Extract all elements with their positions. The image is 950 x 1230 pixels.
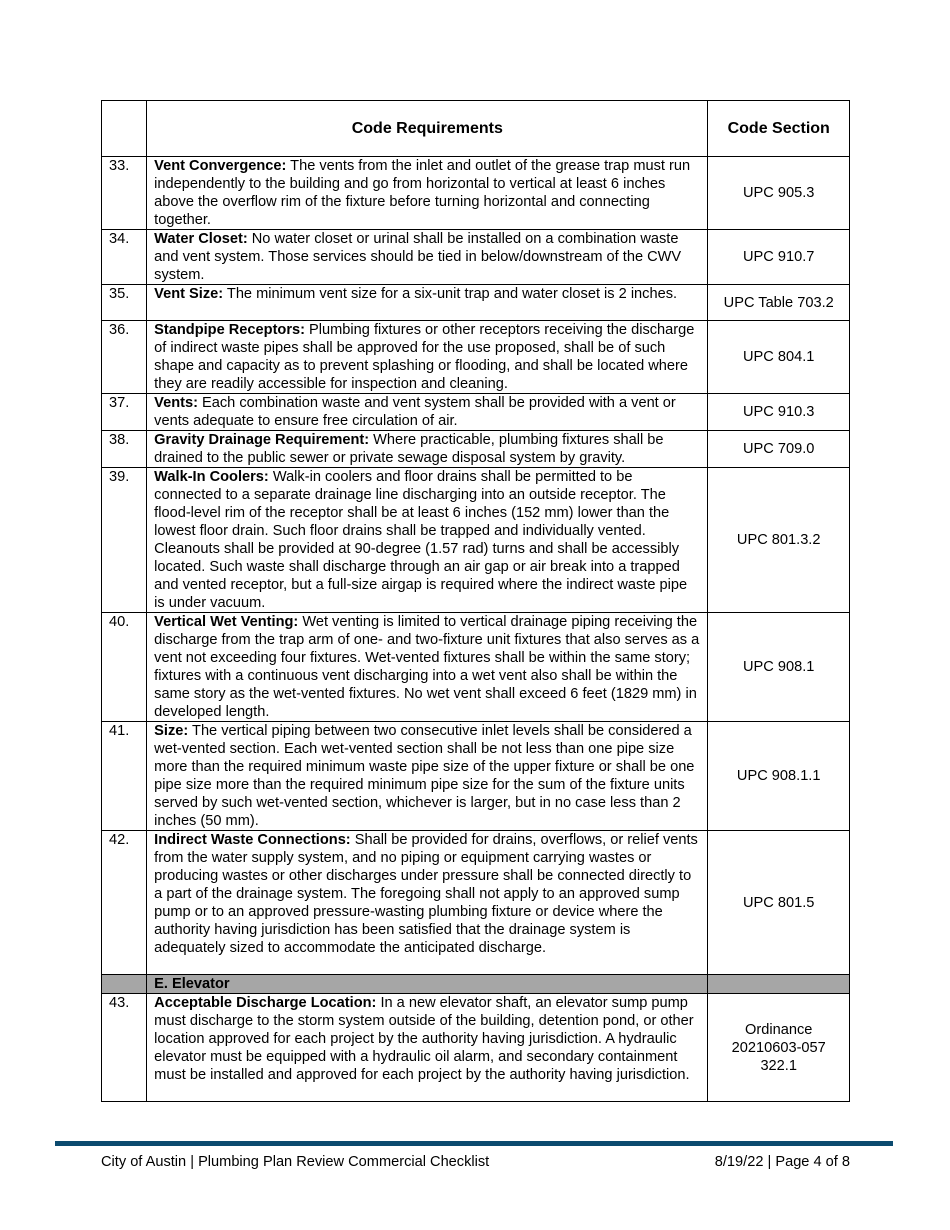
row-number: 37. <box>102 394 147 431</box>
table-row <box>102 613 850 722</box>
row-requirement <box>147 157 708 230</box>
footer-rule <box>55 1141 893 1146</box>
requirement-title: Water Closet: <box>154 231 248 247</box>
requirement-text: Wet venting is limited to vertical drainage piping receiving the discharge from the trap arm of one- and two-fixture unit fixtures that also serves as a vent not exceeding four fixtures. Wet-vented fixtures shall be within the same story; fixtures with a continuous vent discharging into a wet vent also shall be within the same story as the wet-vented fixtures. No wet vent shall exceed 6 feet (1829 mm) in developed length. <box>154 614 700 720</box>
row-number: 34. <box>102 230 147 285</box>
row-code-section: UPC 801.5 <box>708 831 850 975</box>
row-requirement <box>147 321 708 394</box>
requirement-title: Vent Convergence: <box>154 158 287 174</box>
row-number: 40. <box>102 613 147 722</box>
table-row <box>102 157 850 230</box>
table-row <box>102 394 850 431</box>
requirement-text: Each combination waste and vent system shall be provided with a vent or vents adequate to ensure free circulation of air. <box>154 395 676 429</box>
requirement-text: The vertical piping between two consecutive inlet levels shall be considered a wet-vented section. Each wet-vented section shall be not less than one pipe size more than the required minimum waste pipe size of the upper fixture or shall be one pipe size more than the required minimum pipe size for the sum of the fixture units served by such wet-vented section, whichever is larger, but in no case less than 2 inches (50 mm). <box>154 723 695 829</box>
row-code-section: UPC 910.3 <box>708 394 850 431</box>
row-code-section <box>708 994 850 1102</box>
row-number: 41. <box>102 722 147 831</box>
row-requirement <box>147 831 708 975</box>
requirement-title: Vertical Wet Venting: <box>154 614 299 630</box>
table-row <box>102 468 850 613</box>
row-code-section: UPC 709.0 <box>708 431 850 468</box>
row-requirement <box>147 394 708 431</box>
requirement-text: Walk-in coolers and floor drains shall be permitted to be connected to a separate drainage line discharging into an outside receptor. The flood-level rim of the receptor shall be at least 6 inches (152 mm) lower than the lowest floor drain. Such floor drains shall be trapped and individually vented. Cleanouts shall be provided at 90-degree (1.57 rad) turns and shall be accessibly located. Such waste shall discharge through an air gap or air break into a trapped and vented receptor, but a full-size airgap is required where the indirect waste pipe is under vacuum. <box>154 469 688 611</box>
row-code-section: UPC 801.3.2 <box>708 468 850 613</box>
section-row-elevator <box>102 975 850 994</box>
row-number: 43. <box>102 994 147 1102</box>
row-code-section: UPC 910.7 <box>708 230 850 285</box>
header-num <box>102 101 147 157</box>
row-code-section: UPC 908.1.1 <box>708 722 850 831</box>
header-code-section: Code Section <box>708 101 850 157</box>
code-line: Ordinance <box>745 1021 813 1038</box>
table-row <box>102 230 850 285</box>
requirement-text: The vents from the inlet and outlet of the grease trap must run independently to the building and go from horizontal to vertical at least 6 inches above the overflow rim of the fixture before turning horizontal and connecting together. <box>154 158 691 228</box>
row-requirement <box>147 431 708 468</box>
requirement-text: Plumbing fixtures or other receptors receiving the discharge of indirect waste pipes shall be approved for the use proposed, shall be of such shape and capacity as to prevent splashing or flooding, and shall be located where they are readily accessible for inspection and cleaning. <box>154 322 695 392</box>
code-line: 20210603-057 <box>731 1039 826 1056</box>
table-body <box>102 157 850 1102</box>
requirement-title: Standpipe Receptors: <box>154 322 305 338</box>
table-row <box>102 994 850 1102</box>
row-requirement <box>147 994 708 1102</box>
requirement-title: Gravity Drainage Requirement: <box>154 432 370 448</box>
row-code-section: UPC 908.1 <box>708 613 850 722</box>
table-row <box>102 722 850 831</box>
requirement-title: Acceptable Discharge Location: <box>154 995 377 1011</box>
row-number: 39. <box>102 468 147 613</box>
table-row <box>102 321 850 394</box>
table-row <box>102 431 850 468</box>
row-number: 36. <box>102 321 147 394</box>
section-code <box>708 975 850 994</box>
table-row <box>102 831 850 975</box>
footer-right: 8/19/22 | Page 4 of 8 <box>714 1154 850 1170</box>
row-number: 38. <box>102 431 147 468</box>
requirement-text: The minimum vent size for a six-unit trap and water closet is 2 inches. <box>223 286 678 302</box>
row-code-section: UPC 804.1 <box>708 321 850 394</box>
requirement-text: No water closet or urinal shall be installed on a combination waste and vent system. Those services should be tied in below/downstream of the CWV system. <box>154 231 682 283</box>
requirement-text: In a new elevator shaft, an elevator sump pump must discharge to the storm system outside of the building, detention pond, or other location approved for each project by the authority having jurisdiction. A hydraulic elevator must be equipped with a hydraulic oil alarm, and secondary containment must be installed and approved for each project by the authority having jurisdiction. <box>154 995 694 1083</box>
section-label: E. Elevator <box>147 975 708 994</box>
header-code-requirements: Code Requirements <box>147 101 708 157</box>
row-number: 42. <box>102 831 147 975</box>
requirement-text: Where practicable, plumbing fixtures shall be drained to the public sewer or private sewage disposal system by gravity. <box>154 432 664 466</box>
requirement-title: Size: <box>154 723 189 739</box>
code-requirements-table <box>101 100 850 1102</box>
requirement-title: Indirect Waste Connections: <box>154 832 351 848</box>
row-requirement <box>147 230 708 285</box>
row-requirement <box>147 285 708 321</box>
row-requirement <box>147 722 708 831</box>
table-row <box>102 285 850 321</box>
row-number: 33. <box>102 157 147 230</box>
requirement-title: Walk-In Coolers: <box>154 469 269 485</box>
section-num <box>102 975 147 994</box>
row-requirement <box>147 613 708 722</box>
row-number: 35. <box>102 285 147 321</box>
row-code-section: UPC 905.3 <box>708 157 850 230</box>
requirement-title: Vent Size: <box>154 286 224 302</box>
requirement-text: Shall be provided for drains, overflows, or relief vents from the water supply system, and no piping or equipment carrying wastes or producing wastes or other discharges under pressure shall be connected directly to a part of the drainage system. The foregoing shall not apply to an approved sump pump or to an approved pressure-wasting plumbing fixture or device where the authority having jurisdiction has been satisfied that the drainage system is adequately sized to accommodate the anticipated discharge. <box>154 832 698 956</box>
requirement-title: Vents: <box>154 395 198 411</box>
code-line: 322.1 <box>760 1057 797 1074</box>
row-code-section: UPC Table 703.2 <box>708 285 850 321</box>
table-header-row <box>102 101 850 157</box>
footer-left: City of Austin | Plumbing Plan Review Commercial Checklist <box>101 1154 490 1170</box>
row-requirement <box>147 468 708 613</box>
